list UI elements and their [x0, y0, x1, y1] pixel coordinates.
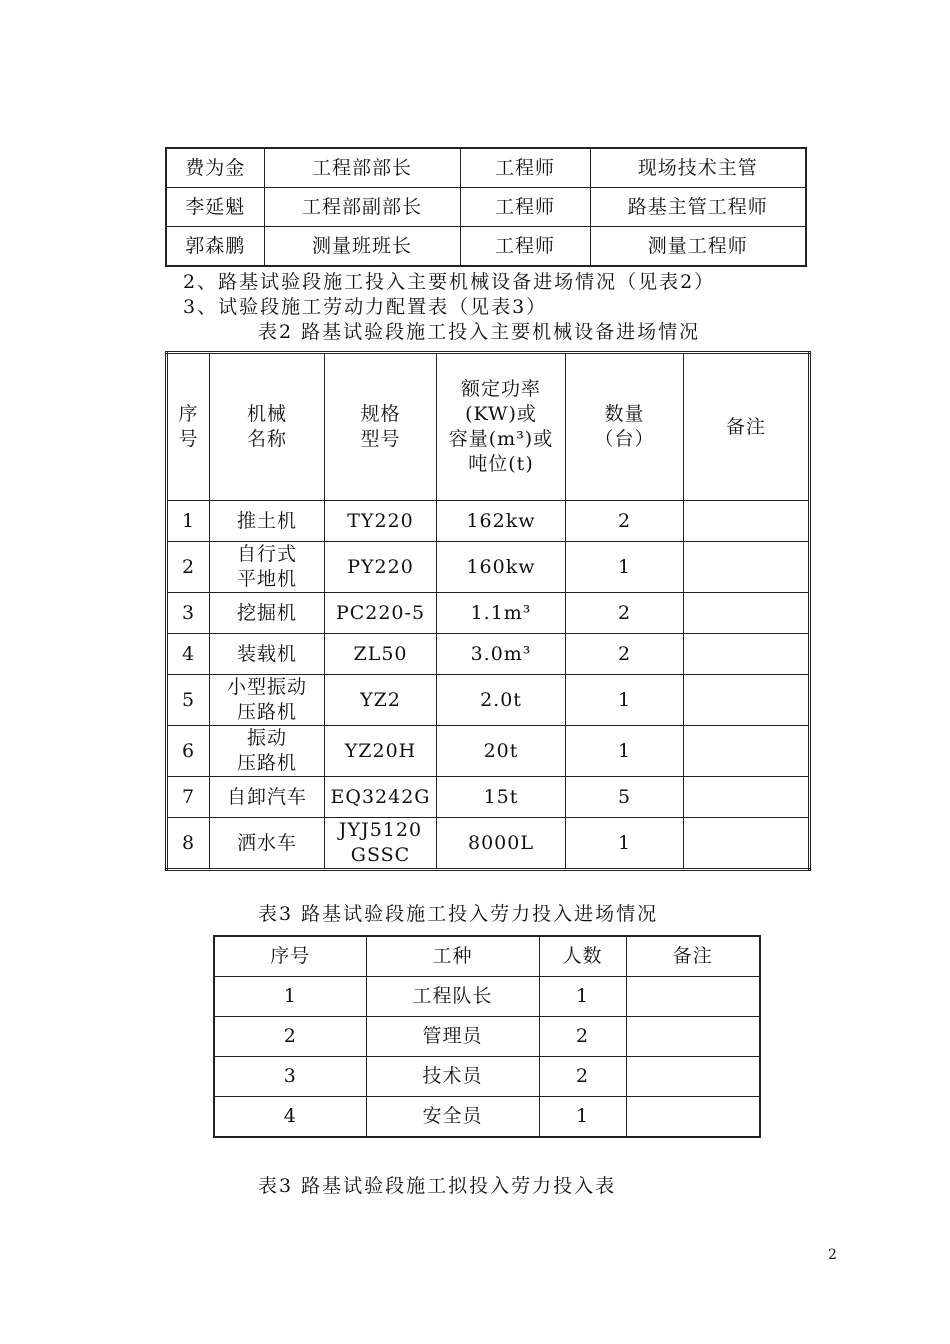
header-rating: 额定功率 (KW)或 容量(m³)或 吨位(t) — [437, 353, 566, 501]
table-row — [167, 542, 810, 593]
cell-model: PC220-5 — [325, 593, 437, 634]
cell-remark — [684, 726, 810, 777]
staff-duty: 路基主管工程师 — [590, 188, 806, 227]
cell-remark — [626, 1057, 760, 1097]
cell-index: 6 — [167, 726, 210, 777]
staff-title: 工程师 — [460, 188, 590, 227]
cell-index: 3 — [167, 593, 210, 634]
staff-name: 李延魁 — [166, 188, 264, 227]
cell-index: 2 — [214, 1017, 366, 1057]
cell-rating: 15t — [437, 777, 566, 818]
cell-work-type: 安全员 — [366, 1097, 539, 1138]
machinery-table — [165, 351, 811, 871]
table-header-row — [214, 936, 760, 977]
item-2-text: 2、路基试验段施工投入主要机械设备进场情况（见表2） — [183, 271, 716, 293]
labor-table — [213, 935, 761, 1138]
header-headcount: 人数 — [539, 936, 626, 977]
cell-model: PY220 — [325, 542, 437, 593]
cell-machine-name: 洒水车 — [210, 818, 325, 870]
cell-machine-name: 装载机 — [210, 634, 325, 675]
cell-work-type: 管理员 — [366, 1017, 539, 1057]
cell-remark — [684, 777, 810, 818]
cell-rating: 2.0t — [437, 675, 566, 726]
item-3-text: 3、试验段施工劳动力配置表（见表3） — [183, 296, 548, 318]
cell-work-type: 工程队长 — [366, 977, 539, 1017]
cell-quantity: 5 — [566, 777, 684, 818]
table-row — [214, 977, 760, 1017]
table-row — [167, 593, 810, 634]
staff-title: 工程师 — [460, 227, 590, 267]
cell-rating: 1.1m³ — [437, 593, 566, 634]
cell-work-type: 技术员 — [366, 1057, 539, 1097]
cell-index: 8 — [167, 818, 210, 870]
header-index: 序 号 — [167, 353, 210, 501]
page-number: 2 — [828, 1247, 837, 1263]
cell-machine-name: 小型振动 压路机 — [210, 675, 325, 726]
cell-rating: 3.0m³ — [437, 634, 566, 675]
cell-rating: 20t — [437, 726, 566, 777]
header-machine-name: 机械 名称 — [210, 353, 325, 501]
cell-quantity: 2 — [566, 501, 684, 542]
cell-remark — [684, 634, 810, 675]
header-remark: 备注 — [626, 936, 760, 977]
header-work-type: 工种 — [366, 936, 539, 977]
table-row — [167, 675, 810, 726]
staff-position: 工程部副部长 — [264, 188, 460, 227]
staff-duty: 现场技术主管 — [590, 148, 806, 188]
table-row — [167, 501, 810, 542]
table-row — [214, 1017, 760, 1057]
cell-machine-name: 自行式 平地机 — [210, 542, 325, 593]
table-row — [214, 1097, 760, 1138]
table-row — [214, 1057, 760, 1097]
table-row — [166, 148, 806, 188]
cell-index: 1 — [167, 501, 210, 542]
cell-model: ZL50 — [325, 634, 437, 675]
cell-remark — [626, 977, 760, 1017]
cell-remark — [684, 542, 810, 593]
cell-machine-name: 振动 压路机 — [210, 726, 325, 777]
staff-name: 郭森鹏 — [166, 227, 264, 267]
header-model: 规格 型号 — [325, 353, 437, 501]
cell-index: 5 — [167, 675, 210, 726]
cell-remark — [626, 1017, 760, 1057]
staff-duty: 测量工程师 — [590, 227, 806, 267]
staff-title: 工程师 — [460, 148, 590, 188]
table-row — [166, 188, 806, 227]
cell-remark — [684, 818, 810, 870]
cell-rating: 160kw — [437, 542, 566, 593]
table-row — [167, 726, 810, 777]
table-row — [167, 634, 810, 675]
cell-quantity: 2 — [566, 634, 684, 675]
header-remark: 备注 — [684, 353, 810, 501]
staff-table — [165, 147, 807, 267]
cell-remark — [626, 1097, 760, 1138]
staff-name: 费为金 — [166, 148, 264, 188]
cell-machine-name: 推土机 — [210, 501, 325, 542]
table4-caption: 表3 路基试验段施工拟投入劳力投入表 — [258, 1175, 617, 1197]
table-row — [167, 818, 810, 870]
cell-headcount: 1 — [539, 1097, 626, 1138]
cell-headcount: 2 — [539, 1057, 626, 1097]
cell-index: 1 — [214, 977, 366, 1017]
cell-quantity: 1 — [566, 818, 684, 870]
cell-remark — [684, 593, 810, 634]
cell-model: TY220 — [325, 501, 437, 542]
cell-remark — [684, 675, 810, 726]
staff-position: 工程部部长 — [264, 148, 460, 188]
cell-index: 2 — [167, 542, 210, 593]
table-row — [167, 777, 810, 818]
cell-quantity: 1 — [566, 675, 684, 726]
cell-machine-name: 挖掘机 — [210, 593, 325, 634]
table2-caption: 表2 路基试验段施工投入主要机械设备进场情况 — [258, 321, 701, 343]
cell-remark — [684, 501, 810, 542]
cell-quantity: 1 — [566, 542, 684, 593]
cell-rating: 162kw — [437, 501, 566, 542]
cell-model: EQ3242G — [325, 777, 437, 818]
cell-index: 4 — [167, 634, 210, 675]
cell-quantity: 1 — [566, 726, 684, 777]
table-row — [166, 227, 806, 267]
cell-rating: 8000L — [437, 818, 566, 870]
cell-quantity: 2 — [566, 593, 684, 634]
staff-position: 测量班班长 — [264, 227, 460, 267]
cell-model: JYJ5120 GSSC — [325, 818, 437, 870]
cell-index: 3 — [214, 1057, 366, 1097]
cell-index: 4 — [214, 1097, 366, 1138]
cell-machine-name: 自卸汽车 — [210, 777, 325, 818]
table3-caption: 表3 路基试验段施工投入劳力投入进场情况 — [258, 903, 659, 925]
cell-headcount: 1 — [539, 977, 626, 1017]
table-header-row — [167, 353, 810, 501]
cell-index: 7 — [167, 777, 210, 818]
header-quantity: 数量 （台） — [566, 353, 684, 501]
header-index: 序号 — [214, 936, 366, 977]
cell-headcount: 2 — [539, 1017, 626, 1057]
cell-model: YZ2 — [325, 675, 437, 726]
cell-model: YZ20H — [325, 726, 437, 777]
